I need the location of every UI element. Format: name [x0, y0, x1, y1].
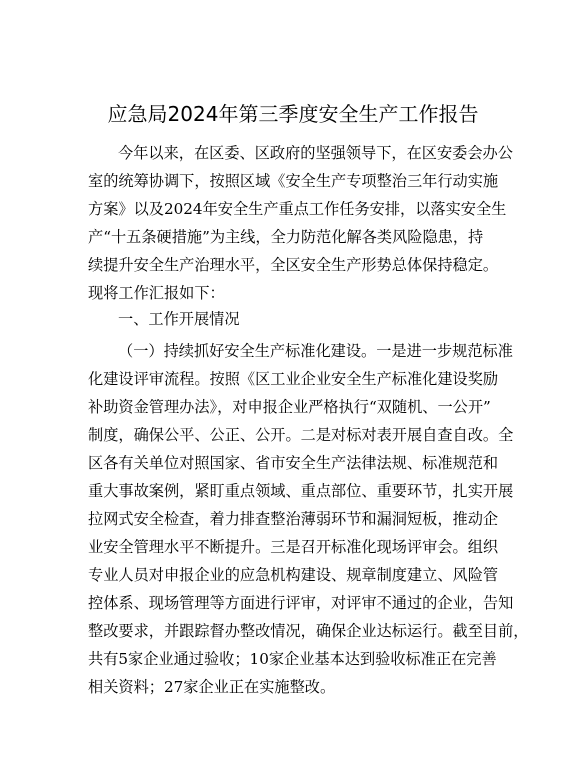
paragraph-line: 专业人员对申报企业的应急机构建设、规章制度建立、风险管 [88, 566, 499, 584]
paragraph-line: 共有5家企业通过验收；10家企业基本达到验收标准正在完善 [88, 650, 497, 668]
paragraph-line: 现将工作汇报如下： [88, 284, 225, 302]
paragraph-line: 制度，确保公平、公正、公开。二是对标对表开展自查自改。全 [88, 426, 514, 444]
paragraph-line: 产“十五条硬措施”为主线，全力防范化解各类风险隐患，持 [88, 228, 484, 246]
paragraph-line: 控体系、现场管理等方面进行评审，对评审不通过的企业，告知 [88, 594, 514, 612]
paragraph-line: 整改要求，并跟踪督办整改情况，确保企业达标运行。截至目前， [88, 622, 529, 640]
section-paragraph [88, 337, 529, 701]
intro-paragraph [88, 139, 513, 307]
paragraph-line: 化建设评审流程。按照《区工业企业安全生产标准化建设奖励 [88, 370, 499, 388]
paragraph-line: 业安全管理水平不断提升。三是召开标准化现场评审会。组织 [88, 538, 499, 556]
paragraph-line: 补助资金管理办法》，对申报企业严格执行“双随机、一公开” [88, 398, 491, 416]
section-heading-text: 一、工作开展情况 [118, 310, 240, 328]
paragraph-line: 重大事故案例，紧盯重点领域、重点部位、重要环节，扎实开展 [88, 482, 514, 500]
paragraph-line: 区各有关单位对照国家、省市安全生产法律法规、标准规范和 [88, 454, 499, 472]
section-heading [88, 305, 500, 333]
paragraph-line: 续提升安全生产治理水平，全区安全生产形势总体保持稳定。 [88, 256, 499, 274]
paragraph-line: 相关资料；27家企业正在实施整改。 [88, 678, 336, 696]
paragraph-line: 室的统筹协调下，按照区域《安全生产专项整治三年行动实施 [88, 172, 499, 190]
paragraph-line: 拉网式安全检查，着力排查整治薄弱环节和漏洞短板，推动企 [88, 510, 499, 528]
paragraph-line: （一）持续抓好安全生产标准化建设。一是进一步规范标准 [118, 342, 513, 360]
paragraph-line: 今年以来，在区委、区政府的坚强领导下，在区安委会办公 [118, 144, 513, 162]
paragraph-line: 方案》以及2024年安全生产重点工作任务安排，以落实安全生 [88, 200, 507, 218]
document-title: 应急局2024年第三季度安全生产工作报告 [107, 102, 479, 126]
